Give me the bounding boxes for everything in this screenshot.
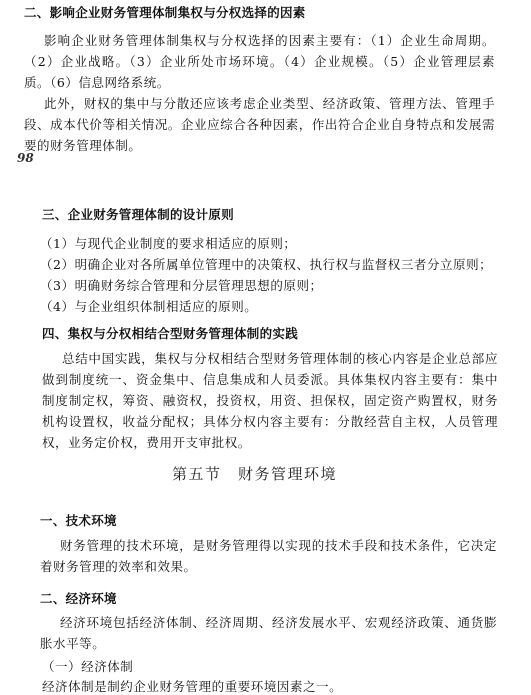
paragraph-economic-system: 经济体制是制约企业财务管理的重要环境因素之一。 [42, 679, 343, 694]
paragraph-factors: 影响企业财务管理体制集权与分权选择的因素主要有：（1）企业生命周期。（2）企业战略。（3）企业所处市场环境。（4）企业规模。（5）企业管理层素质。（6）信息网络系统。 [24, 33, 495, 90]
principle-item-3: （3）明确财务综合管理和分层管理思想的原则； [40, 278, 323, 293]
subheading-economic-system: （一）经济体制 [42, 659, 134, 674]
principle-item-2: （2）明确企业对各所属单位管理中的决策权、执行权与监督权三者分立原则； [40, 257, 493, 272]
paragraph-practice: 总结中国实践，集权与分权相结合型财务管理体制的核心内容是企业总部应做到制度统一、资金集中、信息集成和人员委派。具体集权内容主要有：集中制度制定权，筹资、融资权，投资权，用资、担保权，固定资产购置权，财务机构设置权，收益分配权；具体分权内容主要有：分散经营自主权，人员管理权，业务定价权，费用开支审批权。 [42, 351, 498, 450]
principle-item-1: （1）与现代企业制度的要求相适应的原则； [40, 236, 297, 251]
heading-design-principles: 三、企业财务管理体制的设计原则 [42, 207, 235, 222]
paragraph-technical-environment: 财务管理的技术环境，是财务管理得以实现的技术手段和技术条件，它决定着财务管理的效率和效果。 [40, 538, 497, 574]
paragraph-economic-environment: 经济环境包括经济体制、经济周期、经济发展水平、宏观经济政策、通货膨胀水平等。 [40, 615, 497, 651]
section-title: 第五节 财务管理环境 [172, 465, 338, 483]
heading-technical-environment: 一、技术环境 [40, 513, 117, 528]
heading-practice: 四、集权与分权相结合型财务管理体制的实践 [42, 326, 299, 341]
heading-economic-environment: 二、经济环境 [40, 591, 117, 606]
page-number: 98 [17, 151, 34, 165]
paragraph-additional-considerations: 此外，财权的集中与分散还应该考虑企业类型、经济政策、管理方法、管理手段、成本代价等相关情况。企业应综合各种因素，作出符合企业自身特点和发展需要的财务管理体制。 [24, 96, 495, 153]
heading-influencing-factors: 二、影响企业财务管理体制集权与分权选择的因素 [24, 5, 306, 20]
principle-item-4: （4）与企业组织体制相适应的原则。 [40, 299, 258, 314]
